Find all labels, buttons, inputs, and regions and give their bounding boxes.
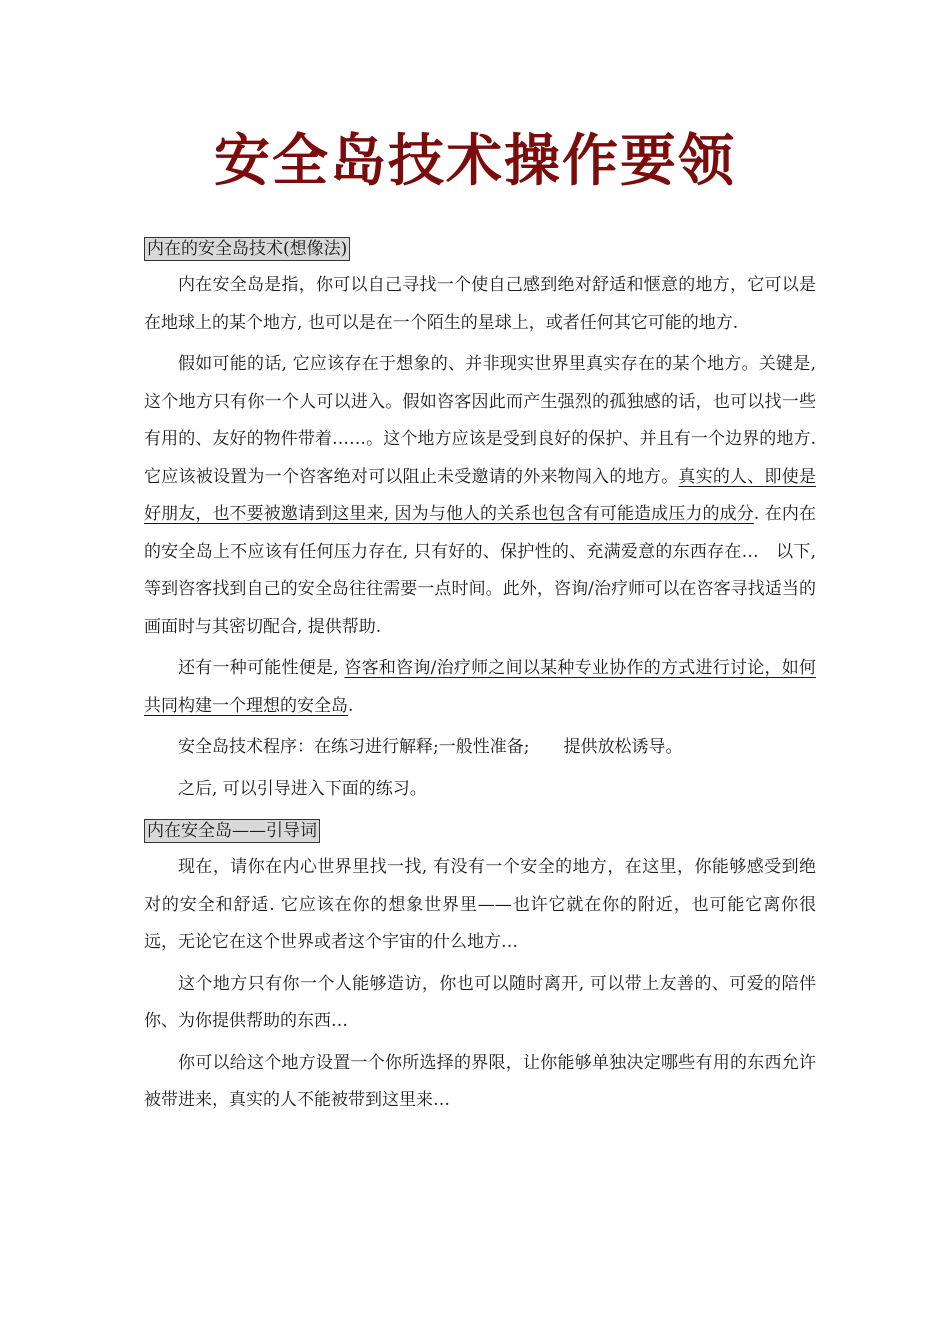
paragraph-next-step: 之后, 可以引导进入下面的练习。	[178, 778, 427, 799]
underlined-text: 咨客和咨询/治疗师之间以某种专业协作的方式进行讨论，如何共同构建一个理想的安全岛	[144, 658, 816, 716]
paragraph-guide-2: 这个地方只有你一个人能够造访，你也可以随时离开, 可以带上友善的、可爱的陪伴你、为你提供帮助的东西…	[144, 973, 816, 1031]
paragraph-collaboration	[144, 650, 816, 725]
paragraph-procedure: 安全岛技术程序：在练习进行解释;一般性准备; 提供放松诱导。	[178, 737, 683, 757]
paragraph-text: 还有一种可能性便是,	[178, 658, 345, 678]
document-body	[144, 230, 816, 1124]
section-heading-row	[144, 230, 816, 267]
paragraph-imagination	[144, 346, 816, 646]
paragraph-guide-1: 现在，请你在内心世界里找一找, 有没有一个安全的地方，在这里，你能够感受到绝对的安全和舒适. 它应该在你的想象世界里——也许它就在你的附近，也可能它离你很远，无论它在这个世界或者这个宇宙的什么地方…	[144, 857, 816, 952]
section-heading-inner-island: 内在的安全岛技术(想像法)	[144, 237, 350, 261]
section-heading-row	[144, 812, 816, 849]
paragraph-text: .	[348, 695, 354, 716]
paragraph-definition: 内在安全岛是指，你可以自己寻找一个使自己感到绝对舒适和惬意的地方，它可以是在地球上的某个地方, 也可以是在一个陌生的星球上，或者任何其它可能的地方.	[144, 275, 816, 333]
paragraph-text: . 在内在的安全岛上不应该有任何压力存在, 只有好的、保护性的、充满爱意的东西存在… 以下, 等到咨客找到自己的安全岛往往需要一点时间。此外，咨询/治疗师可以在咨客寻找适当的画面时与其密切配合, 提供帮助.	[144, 504, 817, 637]
paragraph-guide-3: 你可以给这个地方设置一个你所选择的界限，让你能够单独决定哪些有用的东西允许被带进来，真实的人不能被带到这里来…	[144, 1052, 816, 1110]
underlined-text: 真实的人、即使是好朋友，也不要被邀请到这里来, 因为与他人的关系也包含有可能造成压力的成分	[144, 466, 817, 524]
document-title: 安全岛技术操作要领	[214, 129, 736, 194]
paragraph-text: 假如可能的话, 它应该存在于想象的、并非现实世界里真实存在的某个地方。关键是, 这个地方只有你一个人可以进入。假如咨客因此而产生强烈的孤独感的话，也可以找一些有用的、友好的物件带着……。这个地方应该是受到良好的保护、并且有一个边界的地方. 它应该被设置为一个咨客绝对可以阻止未受邀请的外来物闯入的地方。	[144, 354, 816, 487]
section-heading-guided-words: 内在安全岛——引导词	[144, 819, 320, 843]
